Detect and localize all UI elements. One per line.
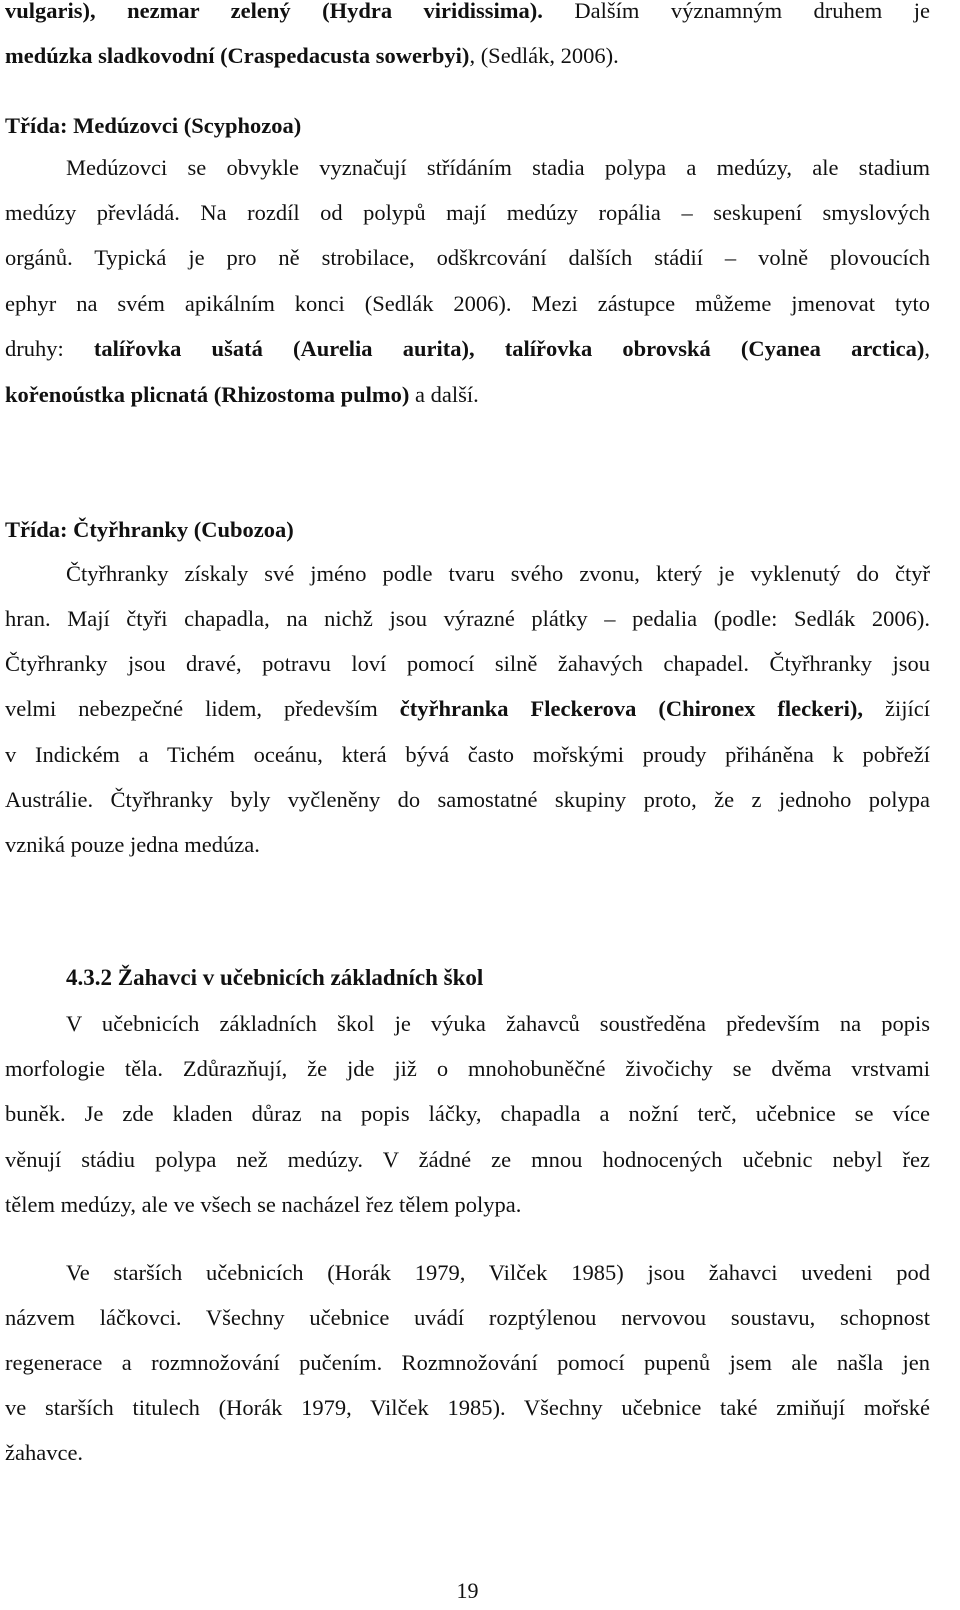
text-run: regenerace a rozmnožování pučením. Rozmnožování pomocí pupenů jsem ale našla jen bbox=[5, 1350, 930, 1375]
paragraph-line bbox=[5, 785, 930, 815]
text-run: v Indickém a Tichém oceánu, která bývá často mořskými proudy přiháněna k pobřeží bbox=[5, 742, 930, 767]
paragraph-line bbox=[5, 694, 930, 724]
text-run: názvem láčkovci. Všechny učebnice uvádí rozptýlenou nervovou soustavu, schopnost bbox=[5, 1305, 930, 1330]
paragraph-line bbox=[66, 153, 930, 183]
paragraph-line bbox=[5, 830, 930, 860]
text-run: Čtyřhranky jsou dravé, potravu loví pomocí silně žahavých chapadel. Čtyřhranky jsou bbox=[5, 651, 930, 676]
heading-text: Třída: Medúzovci (Scyphozoa) bbox=[5, 113, 302, 138]
text-run: žahavce. bbox=[5, 1440, 84, 1465]
text-run: ve starších titulech (Horák 1979, Vilček 1985). Všechny učebnice také zmiňují mořské bbox=[5, 1395, 930, 1420]
text-run: vzniká pouze jedna medúza. bbox=[5, 832, 260, 857]
paragraph-line bbox=[66, 559, 930, 589]
text-run: Medúzovci se obvykle vyznačují střídáním stadia polypa a medúzy, ale stadium bbox=[66, 155, 930, 180]
paragraph-line bbox=[5, 1438, 930, 1468]
text-run: orgánů. Typická je pro ně strobilace, odškrcování dalších stádií – volně plovoucích bbox=[5, 245, 930, 270]
paragraph-line bbox=[5, 198, 930, 228]
text-run: druhy: bbox=[5, 336, 94, 361]
paragraph-line bbox=[5, 1054, 930, 1084]
text-run: Dalším významným druhem je bbox=[542, 0, 930, 23]
text-run: medúzy převládá. Na rozdíl od polypů mají medúzy ropália – seskupení smyslových bbox=[5, 200, 930, 225]
taxon-name-bold: medúzka sladkovodní (Craspedacusta sowerbyi) bbox=[5, 43, 470, 68]
text-run: žijící bbox=[863, 696, 931, 721]
paragraph-line bbox=[5, 1393, 930, 1423]
text-run: tělem medúzy, ale ve všech se nacházel řez tělem polypa. bbox=[5, 1192, 522, 1217]
text-run: věnují stádiu polypa než medúzy. V žádné ze mnou hodnocených učebnic nebyl řez bbox=[5, 1147, 930, 1172]
text-run: Austrálie. Čtyřhranky byly vyčleněny do samostatné skupiny proto, že z jednoho polypa bbox=[5, 787, 930, 812]
taxon-name-bold: čtyřhranka Fleckerova (Chironex fleckeri), bbox=[399, 696, 864, 721]
paragraph-line bbox=[5, 334, 930, 364]
paragraph-line bbox=[5, 243, 930, 273]
class-heading-scyphozoa bbox=[5, 111, 930, 141]
paragraph-line bbox=[5, 1145, 930, 1175]
class-heading-cubozoa bbox=[5, 515, 930, 545]
heading-text: Třída: Čtyřhranky (Cubozoa) bbox=[5, 517, 294, 542]
paragraph-line bbox=[66, 1258, 930, 1288]
paragraph-line bbox=[5, 649, 930, 679]
paragraph-line bbox=[5, 380, 930, 410]
text-run: V učebnicích základních škol je výuka žahavců soustředěna především na popis bbox=[66, 1011, 930, 1036]
text-run: velmi nebezpečné lidem, především bbox=[5, 696, 400, 721]
paragraph-line bbox=[5, 604, 930, 634]
paragraph-line bbox=[5, 0, 930, 26]
taxon-name-bold: talířovka ušatá (Aurelia aurita), talířovka obrovská (Cyanea arctica) bbox=[93, 336, 925, 361]
taxon-name-bold: vulgaris), nezmar zelený (Hydra viridissima). bbox=[5, 0, 543, 23]
text-run: hran. Mají čtyři chapadla, na nichž jsou výrazné plátky – pedalia (podle: Sedlák 2006). bbox=[5, 606, 930, 631]
text-run: Čtyřhranky získaly své jméno podle tvaru svého zvonu, který je vyklenutý do čtyř bbox=[66, 561, 930, 586]
taxon-name-bold: kořenoústka plicnatá (Rhizostoma pulmo) bbox=[5, 382, 410, 407]
section-heading: 4.3.2 Žahavci v učebnicích základních škol bbox=[66, 965, 484, 990]
paragraph-line bbox=[66, 1009, 930, 1039]
text-run: ephyr na svém apikálním konci (Sedlák 2006). Mezi zástupce můžeme jmenovat tyto bbox=[5, 291, 930, 316]
paragraph-line bbox=[5, 1303, 930, 1333]
text-run: , (Sedlák, 2006). bbox=[469, 43, 619, 68]
paragraph-line bbox=[5, 1099, 930, 1129]
page-number: 19 bbox=[456, 1578, 479, 1603]
text-run: a další. bbox=[409, 382, 479, 407]
paragraph-line bbox=[5, 1348, 930, 1378]
text-run: morfologie těla. Zdůrazňují, že jde již o mnohobuněčné živočichy se dvěma vrstvami bbox=[5, 1056, 930, 1081]
paragraph-line bbox=[5, 740, 930, 770]
text-run: buněk. Je zde kladen důraz na popis láčky, chapadla a nožní terč, učebnice se více bbox=[5, 1101, 930, 1126]
paragraph-line bbox=[5, 41, 930, 71]
text-run: , bbox=[924, 336, 930, 361]
text-run: Ve starších učebnicích (Horák 1979, Vilček 1985) jsou žahavci uvedeni pod bbox=[66, 1260, 930, 1285]
paragraph-line bbox=[5, 1190, 930, 1220]
paragraph-line bbox=[5, 289, 930, 319]
